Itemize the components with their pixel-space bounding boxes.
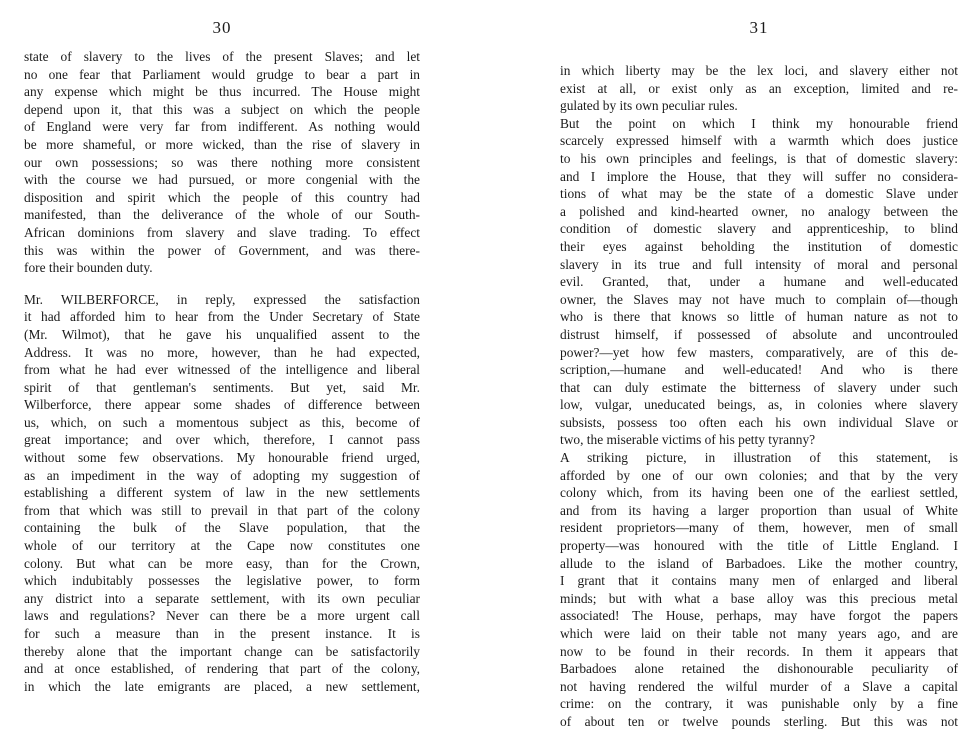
text-line: subsists, possess too often each his own individual Slave or: [560, 414, 958, 430]
text-line: from what he had ever witnessed of the intelligence and liberal: [24, 362, 420, 378]
left-page-text: [24, 48, 420, 695]
text-line: from that which was still to prevail in that part of the colony: [24, 502, 420, 518]
text-line: colony which, from its having been one of the earliest settled,: [560, 485, 958, 501]
text-line: Mr. WILBERFORCE, in reply, expressed the satisfaction: [24, 291, 420, 307]
text-line: minds; but with what a base alloy was this precious metal: [560, 590, 958, 606]
text-line: A striking picture, in illustration of this statement, is: [560, 450, 958, 466]
text-line: Address. It was no more, however, than he had expected,: [24, 344, 420, 360]
text-line: of England were very far from indifferent. As nothing would: [24, 119, 420, 135]
text-line: us, which, on such a momentous subject as this, become of: [24, 414, 420, 430]
text-line: establishing a different system of law in the new settlements: [24, 485, 420, 501]
text-line: be more shameful, or more wicked, than the rise of slavery in: [24, 136, 420, 152]
text-line: associated! The House, perhaps, may have forgot the papers: [560, 608, 958, 624]
text-line: power?—yet how few masters, comparatively, are of this de-: [560, 344, 958, 360]
paragraph: [24, 291, 420, 696]
text-line: who is there that knows so little of human nature as not to: [560, 309, 958, 325]
text-line: two, the miserable victims of his petty tyranny?: [560, 432, 816, 448]
text-line: resident proprietors—many of them, however, men of small: [560, 520, 958, 536]
text-line: that can duly estimate the bitterness of slavery under such: [560, 379, 958, 395]
text-line: and at once established, of rendering that part of the colony,: [24, 661, 420, 677]
text-line: with the course we had pursued, or more congenial with the: [24, 172, 420, 188]
text-line: which were laid on their table not many years ago, and are: [560, 626, 958, 641]
text-line: evil. Granted, that, under a humane and well-educated: [560, 274, 958, 290]
text-line: manifested, than the deliverance of the whole of our South-: [24, 207, 420, 223]
text-line: fore their bounden duty.: [24, 260, 153, 276]
left-page: [24, 0, 420, 692]
text-line: condition of domestic slavery and apprenticeship, to blind: [560, 221, 958, 237]
text-line: whole of our territory at the Cape now constitutes one: [24, 538, 420, 554]
text-line: scarcely expressed himself with a warmth which does justice: [560, 133, 958, 149]
text-line: Barbadoes alone retained the dishonourable peculiarity of: [560, 661, 958, 677]
text-line: and from its having a larger proportion than usual of White: [560, 502, 958, 518]
text-line: as an impediment in the way of adopting my suggestion of: [24, 467, 420, 483]
text-line: a polished and kind-hearted owner, no analogy between the: [560, 203, 958, 219]
text-line: low, vulgar, uneducated beings, as, in colonies where slavery: [560, 397, 958, 413]
text-line: in which the late emigrants are placed, a new settlement,: [24, 678, 420, 694]
text-line: property—was honoured with the title of Little England. I: [560, 538, 958, 554]
text-line: allude to the island of Barbadoes. Like the mother country,: [560, 555, 958, 571]
text-line: Wilberforce, there appear some shades of difference between: [24, 397, 420, 413]
text-line: (Mr. Wilmot), that he gave his unqualified assent to the: [24, 326, 420, 342]
text-line: now to be found in their records. In them it appears that: [560, 643, 958, 659]
text-line: thereby alone that the important change can be satisfactorily: [24, 643, 420, 659]
text-line: laws and regulations? Never can there be a more urgent call: [24, 608, 420, 624]
text-line: But the point on which I think my honourable friend: [560, 115, 958, 131]
paragraph: [560, 449, 958, 731]
page-number-left: 30: [212, 18, 232, 37]
text-line: gulated by its own peculiar rules.: [560, 98, 738, 114]
text-line: crime: on the contrary, it was punishable only by a fine: [560, 696, 958, 712]
right-page-text: [560, 62, 958, 731]
text-line: colony. But what can be more easy, than for the Crown,: [24, 555, 420, 571]
text-line: in which liberty may be the lex loci, and slavery either not: [560, 63, 958, 78]
text-line: spirit of that gentleman's sentiments. But yet, said Mr.: [24, 379, 420, 395]
text-line: slavery in its true and full intensity of moral and personal: [560, 256, 958, 272]
text-line: this was within the power of Government, and was there-: [24, 242, 420, 258]
text-line: scription,—humane and well-educated! And who is there: [560, 362, 958, 378]
right-page: [560, 0, 958, 729]
text-line: depend upon it, that this was a subject on which the people: [24, 101, 420, 117]
paragraph: [560, 115, 958, 449]
text-line: African dominions from slavery and slave trading. To effect: [24, 224, 420, 240]
text-line: not having rendered the wilful murder of a Slave a capital: [560, 678, 958, 694]
paragraph: [560, 62, 958, 115]
paragraph-gap: [24, 277, 420, 291]
text-line: I grant that it contains many men of enlarged and liberal: [560, 573, 958, 589]
text-line: to his own principles and feelings, is that of domestic slavery:: [560, 150, 958, 166]
text-line: distrust himself, if possessed of absolute and uncontrouled: [560, 326, 958, 342]
text-line: our own possessions; so was there nothing more consistent: [24, 154, 420, 170]
text-line: no one fear that Parliament would grudge to bear a part in: [24, 66, 420, 82]
text-line: afforded by one of our own colonies; and that by the very: [560, 467, 958, 483]
text-line: without some few observations. My honourable friend urged,: [24, 450, 420, 466]
text-line: any expense which might be thus incurred. The House might: [24, 84, 420, 100]
text-line: containing the bulk of the Slave population, that the: [24, 520, 420, 536]
text-line: state of slavery to the lives of the present Slaves; and let: [24, 49, 420, 64]
text-line: which indubitably possesses the legislative power, to form: [24, 573, 420, 589]
text-line: great importance; and over which, therefore, I cannot pass: [24, 432, 420, 448]
paragraph: [24, 48, 420, 277]
page-number-right: 31: [749, 18, 769, 37]
text-line: tions of what may be the state of a domestic Slave under: [560, 186, 958, 202]
text-line: for such a measure than in the present instance. It is: [24, 626, 420, 641]
text-line: any district into a separate settlement, with its own peculiar: [24, 590, 420, 606]
text-line: of about ten or twelve pounds sterling. But this was not: [560, 713, 958, 729]
text-line: it had afforded him to hear from the Under Secretary of State: [24, 309, 420, 325]
text-line: and I implore the House, that they will suffer no considera-: [560, 168, 958, 184]
text-line: disposition and spirit which the people of this country had: [24, 189, 420, 205]
text-line: owner, the Slaves may not have much to complain of—though: [560, 291, 958, 307]
text-line: their eyes against beholding the institution of domestic: [560, 238, 958, 254]
text-line: exist at all, or exist only as an exception, limited and re-: [560, 80, 958, 96]
